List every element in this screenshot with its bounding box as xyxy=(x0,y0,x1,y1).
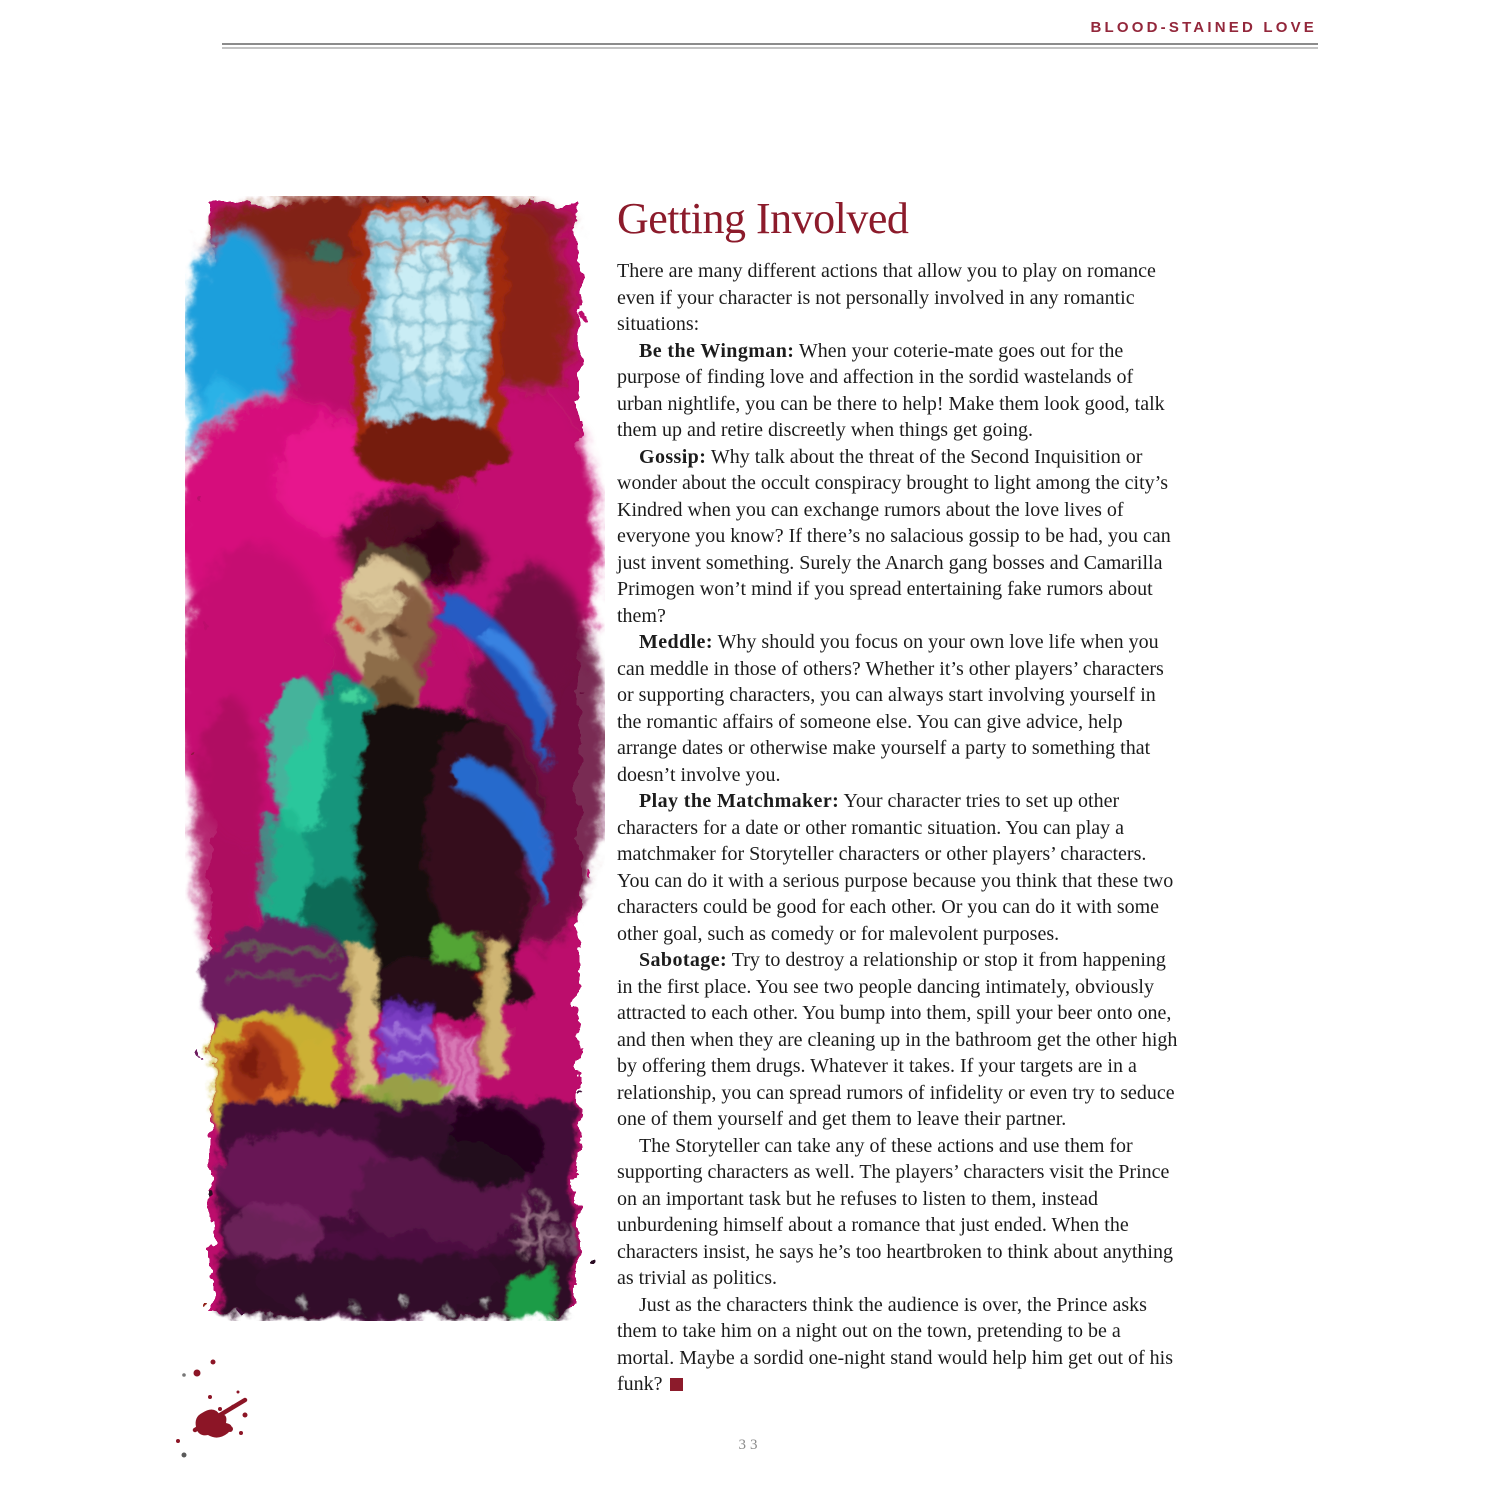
paragraph-matchmaker xyxy=(617,788,1180,947)
paragraph-intro xyxy=(617,258,1180,338)
paragraph-meddle xyxy=(617,629,1180,788)
header-rule xyxy=(222,43,1318,49)
paragraph-text: There are many different actions that allow you to play on romance even if your character is not personally involved in any romantic situations: xyxy=(617,260,1156,336)
running-head: BLOOD-STAINED LOVE xyxy=(1090,19,1317,36)
paragraph-sabotage xyxy=(617,947,1180,1133)
paragraph-lead: Be the Wingman: xyxy=(639,339,795,362)
paragraph-text: Your character tries to set up other characters for a date or other romantic situation. You can play a matchmaker for Storyteller characters or other players’ characters. You can do it with a serious purpose because you think that these two characters could be good for each other. Or you can do it with some other goal, such as comedy or for malevolent purposes. xyxy=(617,790,1174,945)
paragraph-text: Why should you focus on your own love life when you can meddle in those of others? Whether it’s other players’ characters or supporting characters, you can always start involving yourself in the romantic affairs of someone else. You can give advice, help arrange dates or otherwise make yourself a party to something that doesn’t involve you. xyxy=(617,631,1164,786)
paragraph-lead: Gossip: xyxy=(639,445,707,468)
paragraph-text: Why talk about the threat of the Second Inquisition or wonder about the occult conspiracy brought to light among the city’s Kindred when you can exchange rumors about the love lives of everyone you know? If there’s no salacious gossip to be had, you can just invent something. Surely the Anarch gang bosses and Camarilla Primogen won’t mind if you spread entertaining fake rumors about them? xyxy=(617,445,1171,627)
paragraph-lead: Meddle: xyxy=(639,631,713,654)
chapter-artwork xyxy=(185,196,605,1321)
end-mark xyxy=(670,1378,683,1391)
paragraph-gossip xyxy=(617,444,1180,630)
paragraph-lead: Sabotage: xyxy=(639,949,728,972)
paragraph-lead: Play the Matchmaker: xyxy=(639,790,840,813)
page-number: 33 xyxy=(738,1437,762,1453)
body-text-column xyxy=(617,196,1180,1398)
paragraph-prince xyxy=(617,1292,1180,1398)
paragraph-text: Just as the characters think the audience is over, the Prince asks them to take him on a night out on the town, pretending to be a mortal. Maybe a sordid one-night stand would help him get out of his funk? xyxy=(617,1293,1174,1396)
paragraph-wingman xyxy=(617,338,1180,444)
paragraph-text: When your coterie-mate goes out for the purpose of finding love and affection in the sordid wastelands of urban nightlife, you can be there to help! Make them look good, talk them up and retire discreetly when things get going. xyxy=(617,339,1165,442)
section-title: Getting Involved xyxy=(617,194,909,243)
paragraph-text: The Storyteller can take any of these actions and use them for supporting characters as well. The players’ characters visit the Prince on an important task but he refuses to listen to them, instead unburdening himself about a romance that just ended. When the characters insist, he says he’s too heartbroken to think about anything as trivial as politics. xyxy=(617,1134,1173,1290)
paragraph-storyteller xyxy=(617,1133,1180,1292)
paragraph-text: Try to destroy a relationship or stop it from happening in the first place. You see two people dancing intimately, obviously attracted to each other. You bump into them, spill your beer onto one, and then when they are cleaning up in the bathroom get the other high by offering them drugs. Whatever it takes. If your targets are in a relationship, you can spread rumors of infidelity or even try to seduce one of them yourself and get them to leave their partner. xyxy=(617,949,1178,1131)
artwork-painting xyxy=(185,196,605,1321)
